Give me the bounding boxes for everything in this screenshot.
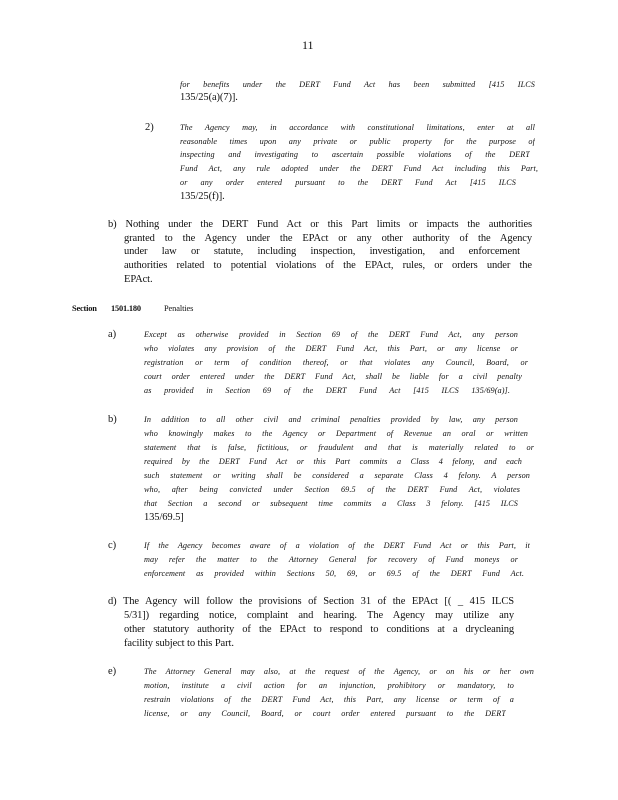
text-line: who violates any provision of the DERT Fund Act, this Part, or any license or bbox=[144, 344, 518, 353]
text-line: enforcement as provided within Sections 50, 69, or 69.5 of the DERT Fund Act. bbox=[144, 569, 524, 578]
text-line: required by the DERT Fund Act or this Part commits a Class 4 felony, and each bbox=[144, 457, 522, 466]
text-line: facility subject to this Part. bbox=[124, 638, 234, 649]
item-label: 2) bbox=[145, 122, 154, 133]
text-line: The Attorney General may also, at the request of the Agency, or on his or her own bbox=[144, 667, 534, 676]
text-line: other statutory authority of the EPAct to respond to conditions at a drycleaning bbox=[124, 624, 514, 635]
section-title: Penalties bbox=[164, 304, 194, 313]
text-line: for benefits under the DERT Fund Act has been submitted [415 ILCS bbox=[180, 80, 535, 89]
text-line: inspecting and investigating to ascertain possible violations of the DERT bbox=[180, 150, 530, 159]
text-line: or any order entered pursuant to the DERT Fund Act [415 ILCS bbox=[180, 178, 516, 187]
section-prefix: Section bbox=[72, 304, 97, 313]
text-line: may refer the matter to the Attorney General for recovery of Fund moneys or bbox=[144, 555, 518, 564]
text-line: registration or term of condition thereof, or that violates any Council, Board, or bbox=[144, 358, 528, 367]
text-line: reasonable times upon any private or public property for the purpose of bbox=[180, 137, 535, 146]
text-line: Except as otherwise provided in Section 69 of the DERT Fund Act, any person bbox=[144, 330, 518, 339]
text-line: license, or any Council, Board, or court order entered pursuant to the DERT bbox=[144, 709, 506, 718]
text-line: b) Nothing under the DERT Fund Act or this Part limits or impacts the authorities bbox=[108, 219, 532, 230]
item-label: b) bbox=[108, 414, 117, 425]
text-line: restrain violations of the DERT Fund Act, this Part, any license or term of a bbox=[144, 695, 514, 704]
text-line: The Agency may, in accordance with constitutional limitations, enter at all bbox=[180, 123, 535, 132]
text-line: authorities related to potential violations of the EPAct, rules, or orders under the bbox=[124, 260, 532, 271]
text-line: motion, institute a civil action for an injunction, prohibitory or mandatory, to bbox=[144, 681, 514, 690]
text-line: Fund Act, any rule adopted under the DERT Fund Act including this Part, bbox=[180, 164, 538, 173]
text-line: 135/25(f)]. bbox=[180, 191, 225, 202]
text-line: as provided in Section 69 of the DERT Fund Act [415 ILCS 135/69(a)]. bbox=[144, 386, 510, 395]
text-line: d) The Agency will follow the provisions of Section 31 of the EPAct [( _ 415 ILCS bbox=[108, 596, 514, 607]
text-line: who knowingly makes to the Agency or Department of Revenue an oral or written bbox=[144, 429, 528, 438]
item-label: a) bbox=[108, 329, 117, 340]
text-line: In addition to all other civil and criminal penalties provided by law, any person bbox=[144, 415, 518, 424]
text-line: EPAct. bbox=[124, 274, 153, 285]
text-line: court order entered under the DERT Fund Act, shall be liable for a civil penalty bbox=[144, 372, 522, 381]
item-label: c) bbox=[108, 540, 117, 551]
item-label: e) bbox=[108, 666, 117, 677]
text-line: If the Agency becomes aware of a violation of the DERT Fund Act or this Part, it bbox=[144, 541, 530, 550]
text-line: such statement or writing shall be considered a separate Class 4 felony. A person bbox=[144, 471, 530, 480]
page-number: 11 bbox=[302, 38, 314, 52]
text-line: who, after being convicted under Section 69.5 of the DERT Fund Act, violates bbox=[144, 485, 520, 494]
text-line: that Section a second or subsequent time commits a Class 3 felony. [415 ILCS bbox=[144, 499, 518, 508]
text-line: 5/31]) regarding notice, complaint and hearing. The Agency may utilize any bbox=[124, 610, 514, 621]
text-line: granted to the Agency under the EPAct or any other authority of the Agency bbox=[124, 233, 532, 244]
text-line: under law or statute, including inspection, investigation, and enforcement bbox=[124, 246, 520, 257]
text-line: 135/25(a)(7)]. bbox=[180, 92, 238, 103]
section-number: 1501.180 bbox=[111, 304, 141, 313]
text-line: 135/69.5] bbox=[144, 512, 184, 523]
text-line: statement that is false, fictitious, or fraudulent and that is materially related to or bbox=[144, 443, 534, 452]
